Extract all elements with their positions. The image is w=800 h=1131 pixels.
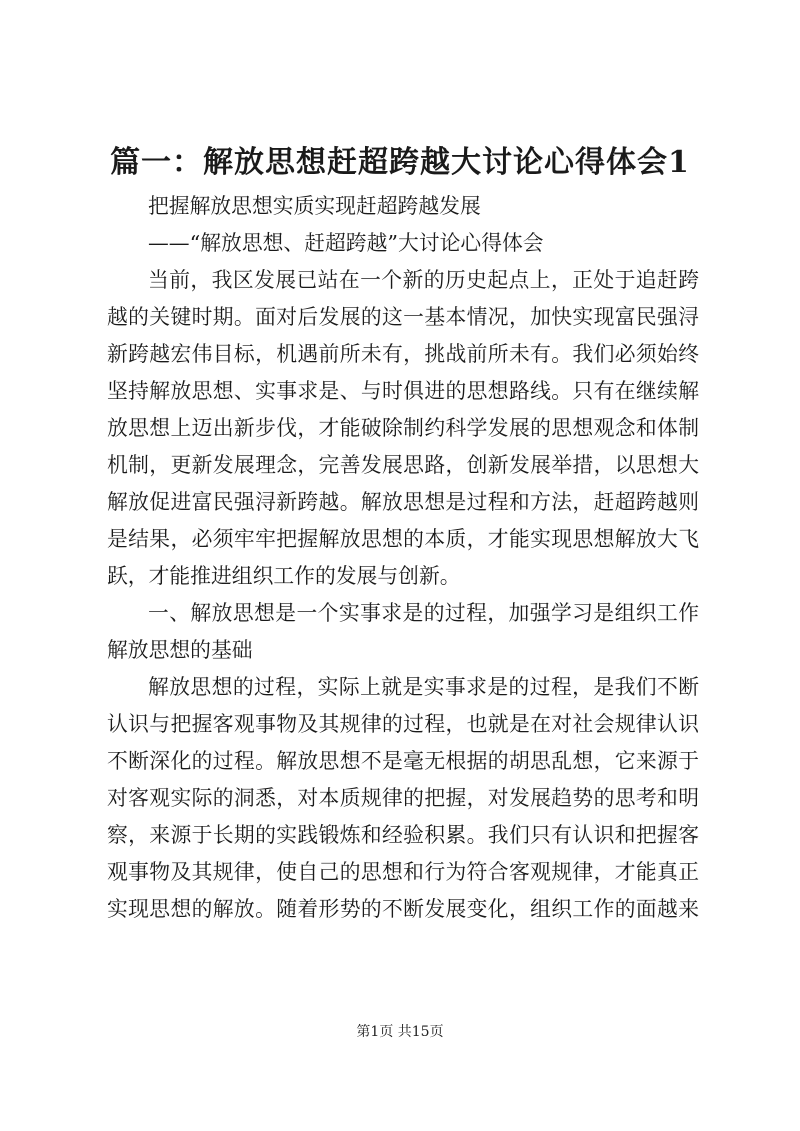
paragraph-line: 机制，更新发展理念，完善发展思路，创新发展举措，以思想大 <box>107 453 699 477</box>
subtitle-secondary: ——“解放思想、赶超跨越”大讨论心得体会 <box>148 231 544 255</box>
subtitle: 把握解放思想实质实现赶超跨越发展 <box>148 194 481 218</box>
paragraph-line: 实现思想的解放。随着形势的不断发展变化，组织工作的面越来 <box>107 897 699 921</box>
section-heading-line: 解放思想的基础 <box>107 638 253 662</box>
paragraph-line: 解放促进富民强浔新跨越。解放思想是过程和方法，赶超跨越则 <box>107 490 699 514</box>
paragraph-line: 观事物及其规律，使自己的思想和行为符合客观规律，才能真正 <box>107 860 699 884</box>
section-heading-line: 一、解放思想是一个实事求是的过程，加强学习是组织工作 <box>148 601 699 625</box>
paragraph-line: 察，来源于长期的实践锻炼和经验积累。我们只有认识和把握客 <box>107 823 699 847</box>
document-body <box>107 188 699 928</box>
paragraph-line: 对客观实际的洞悉，对本质规律的把握，对发展趋势的思考和明 <box>107 786 699 810</box>
paragraph-line: 越的关键时期。面对后发展的这一基本情况，加快实现富民强浔 <box>107 305 699 329</box>
paragraph-line: 不断深化的过程。解放思想不是毫无根据的胡思乱想，它来源于 <box>107 749 699 773</box>
paragraph-line: 坚持解放思想、实事求是、与时俱进的思想路线。只有在继续解 <box>107 379 699 403</box>
page-footer: 第1页 共15页 <box>356 1024 444 1040</box>
paragraph-line: 认识与把握客观事物及其规律的过程，也就是在对社会规律认识 <box>107 712 699 736</box>
paragraph-line: 当前，我区发展已站在一个新的历史起点上，正处于追赶跨 <box>148 268 699 292</box>
paragraph-line: 放思想上迈出新步伐，才能破除制约科学发展的思想观念和体制 <box>107 416 699 440</box>
paragraph-line: 解放思想的过程，实际上就是实事求是的过程，是我们不断 <box>148 675 699 699</box>
paragraph-line: 是结果，必须牢牢把握解放思想的本质，才能实现思想解放大飞 <box>107 527 699 551</box>
paragraph-line: 跃，才能推进组织工作的发展与创新。 <box>107 564 461 588</box>
paragraph-line: 新跨越宏伟目标，机遇前所未有，挑战前所未有。我们必须始终 <box>107 342 699 366</box>
document-title: 篇一：解放思想赶超跨越大讨论心得体会1 <box>110 145 690 180</box>
